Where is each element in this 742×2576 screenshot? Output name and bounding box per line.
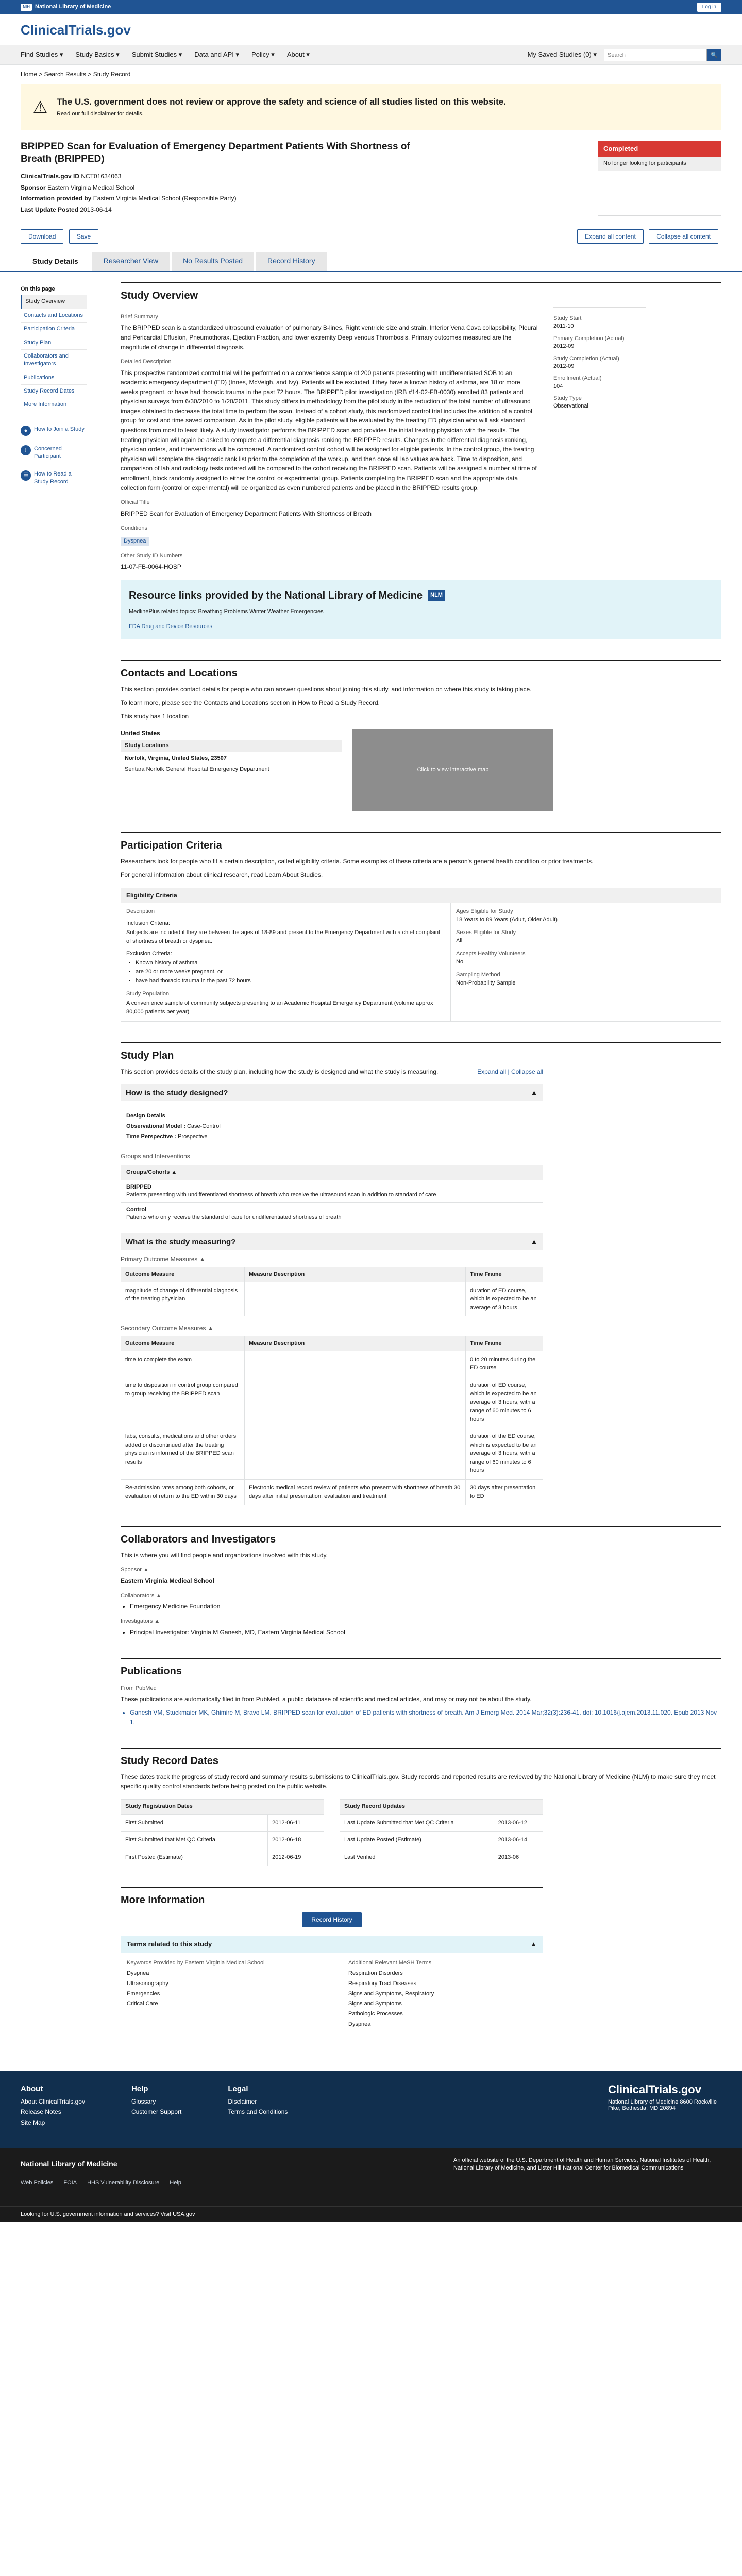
groups-table — [121, 1165, 543, 1225]
population-text: A convenience sample of community subjects presenting to an Academic Hospital Emergency Department (volume approx 80,000 patients per year) — [126, 999, 433, 1015]
col-outcome: Outcome Measure — [121, 1336, 245, 1351]
detailed-description: This prospective randomized control trial will be performed on a convenience sample of 200 patients presenting with undifferentiated SOB to an academic emergency department (ED) (Innes, McVeigh, and Ivy). Patients will be excluded if they have a known history of asthma, are 18 or more weeks pregnant, or have had thoracic trauma in the past 72 hours. The BRIPPED pilot investigation (IRB #14-02-FB-0030) enrolled 83 patients and physician surveys from 6/30/2010 to 1/20/2011. This study differs in methodology from the pilot study in the reduction of the total number of ultrasound images obtained to decrease the total time to perform the scan. Instead of a cohort study, this randomized control trial includes the addition of a control group for cost and time saved comparison. As in the pilot study, eligible patients will be evaluated by the treating ED physician who will ask standard questions from most to least likely. A study investigator performs the BRIPPED scan and provides the initial treating physician with the results. The treating physician will again be asked to complete a differential diagnosis ranking the BRIPPED results. Changes in the differential diagnosis ranking, physician orders, and interventions will be compared. A randomized control cohort will be assigned for eligible patients. In the control group, the treating physician will complete the diagnostic rank list prior to the completion of the workup, and then once all lab values are back. Time to disposition, and comparison of lab and radiology tests ordered will be compared to the cohort receiving the BRIPPED scan. Patients will be assigned a number at time of enrollment, block randomly assigned to either the control or experimental group. Patients completing the BRIPPED scan and the appropriate data collection form (control or experimental) will be organized as even numbered patients and be placed in the BRIPPED results group. — [121, 369, 537, 492]
publications-text: These publications are automatically filed in from PubMed, a public database of scientific and medical articles, and may or may not be about the study. — [121, 1696, 532, 1703]
nlm-logo[interactable] — [21, 3, 111, 11]
table-row — [121, 1351, 543, 1377]
footer-link[interactable]: About ClinicalTrials.gov — [21, 2097, 85, 2105]
inclusion-heading: Inclusion Criteria: — [126, 920, 170, 927]
updated-label: Last Update Posted — [21, 206, 79, 213]
disclaimer-banner — [21, 84, 721, 130]
exclusion-heading: Exclusion Criteria: — [126, 950, 172, 957]
description-cell — [245, 1428, 466, 1480]
medlineplus-links[interactable]: MedlinePlus related topics: Breathing Problems Winter Weather Emergencies — [129, 608, 324, 615]
location-city: Norfolk, Virginia, United States, 23507 — [125, 755, 227, 761]
site-logo[interactable]: ClinicalTrials.gov — [21, 22, 131, 38]
timeframe-cell: duration of ED course, which is expected to be an average of 3 hours — [466, 1282, 543, 1316]
keyword-item: Dyspnea — [127, 1970, 149, 1976]
design-heading: How is the study designed? — [126, 1089, 228, 1098]
eligibility-heading: Eligibility Criteria — [121, 888, 721, 903]
tab-record-history[interactable]: Record History — [256, 252, 327, 271]
tab-no-results[interactable]: No Results Posted — [172, 252, 254, 271]
study-id: NCT01634063 — [81, 173, 122, 180]
document-icon: ☰ — [21, 470, 31, 481]
publications-source: From PubMed — [121, 1685, 157, 1691]
section-participation — [121, 832, 721, 1022]
criteria-value: 18 Years to 89 Years (Adult, Older Adult) — [456, 917, 558, 923]
study-tabs — [0, 247, 742, 272]
table-row — [340, 1814, 543, 1832]
location-map[interactable] — [352, 729, 553, 811]
mesh-item[interactable]: Respiratory Tract Diseases — [348, 1980, 417, 1987]
footer-help-heading: Help — [131, 2084, 148, 2093]
group-row — [121, 1180, 543, 1202]
contacts-subtitle: This section provides contact details for people who can answer questions about joining this study, and information on where this study is taking place. — [121, 685, 532, 693]
nav-submit-studies[interactable]: Submit Studies ▾ — [131, 50, 182, 59]
more-title: More Information — [121, 1887, 543, 1907]
primary-outcomes-label[interactable]: Primary Outcome Measures ▲ — [121, 1256, 206, 1263]
footer-brand[interactable]: ClinicalTrials.gov — [608, 2082, 701, 2096]
section-plan — [121, 1042, 721, 1505]
search-input[interactable] — [604, 49, 707, 61]
measuring-heading: What is the study measuring? — [126, 1238, 236, 1247]
timeframe-cell: duration of ED course, which is expected to be an average of 3 hours, with a range of 60 minutes to 6 hours — [466, 1377, 543, 1428]
date-label: Last Update Submitted that Met QC Criteria — [340, 1814, 494, 1832]
date-value: 2013-06-14 — [494, 1832, 543, 1849]
nav-policy[interactable]: Policy ▾ — [251, 50, 275, 59]
footer-link[interactable]: Glossary — [131, 2097, 156, 2105]
fact-value: Observational — [553, 403, 588, 410]
disclaimer-title: The U.S. government does not review or approve the safety and science of all studies listed on this website. — [57, 97, 506, 107]
status-badge — [598, 141, 721, 216]
exclusion-item: • have had thoracic trauma in the past 72 hours — [136, 977, 445, 986]
collab-subtitle: This is where you will find people and organizations involved with this study. — [121, 1551, 328, 1559]
outcome-cell: labs, consults, medications and other orders added or discontinued after the treating physician is informed of the BRIPPED scan results — [121, 1428, 245, 1480]
mesh-item[interactable]: Signs and Symptoms, Respiratory — [348, 1990, 434, 1997]
participation-learn[interactable]: For general information about clinical research, read Learn About Studies. — [121, 871, 323, 878]
secondary-outcomes-label[interactable]: Secondary Outcome Measures ▲ — [121, 1325, 214, 1332]
chevron-up-icon: ▲ — [530, 1089, 538, 1098]
criteria-value: All — [456, 938, 463, 944]
section-overview — [121, 282, 721, 639]
fact-value: 2011-10 — [553, 323, 574, 330]
country-label: United States — [121, 729, 160, 737]
collaborator-item: • Emergency Medicine Foundation — [130, 1602, 721, 1612]
timeframe-cell: 0 to 20 minutes during the ED course — [466, 1351, 543, 1377]
study-title: BRIPPED Scan for Evaluation of Emergency Department Patients With Shortness of Breath (BRIPPED) — [21, 141, 410, 165]
study-sponsor: Eastern Virginia Medical School — [47, 183, 135, 191]
updates-heading: Study Record Updates — [340, 1800, 543, 1814]
col-description: Measure Description — [245, 1336, 466, 1351]
help-join-label: How to Join a Study — [34, 426, 85, 432]
fda-links[interactable]: FDA Drug and Device Resources — [129, 623, 213, 630]
registration-dates-table — [121, 1799, 324, 1866]
location-count: This study has 1 location — [121, 712, 189, 720]
footer-usagov[interactable]: Looking for U.S. government information and services? Visit USA.gov — [0, 2206, 742, 2222]
investigators-label[interactable]: Investigators ▲ — [121, 1618, 160, 1624]
dates-title: Study Record Dates — [121, 1748, 721, 1768]
col-timeframe: Time Frame — [466, 1336, 543, 1351]
description-cell — [245, 1351, 466, 1377]
tab-study-details[interactable]: Study Details — [21, 252, 90, 271]
collaborators-label[interactable]: Collaborators ▲ — [121, 1592, 162, 1599]
detailed-label: Detailed Description — [121, 359, 172, 365]
outcome-cell: Re-admission rates among both cohorts, or evaluation of return to the ED within 30 days — [121, 1479, 245, 1505]
status-subtitle: No longer looking for participants — [598, 157, 721, 171]
footer-official-text: An official website of the U.S. Department of Health and Human Services, National Institutes of Health, National Library of Medicine, and Lister Hill National Center for Biomedical Communications — [453, 2157, 711, 2172]
date-value: 2012-06-18 — [268, 1832, 324, 1849]
chevron-up-icon: ▲ — [530, 1940, 537, 1948]
action-bar — [0, 226, 742, 247]
table-row — [121, 1832, 324, 1849]
footer-link[interactable]: Terms and Conditions — [228, 2108, 288, 2116]
official-title: BRIPPED Scan for Evaluation of Emergency Department Patients With Shortness of Breath — [121, 510, 372, 517]
footer-legal-heading: Legal — [228, 2084, 248, 2093]
population-label: Study Population — [126, 991, 170, 997]
help-concerned[interactable] — [21, 445, 87, 461]
fact-label: Study Completion (Actual) — [553, 355, 619, 362]
description-cell — [245, 1377, 466, 1428]
criteria-value: Non-Probability Sample — [456, 980, 516, 987]
perspective-value: Prospective — [178, 1133, 208, 1140]
nlm-logo-text: National Library of Medicine — [35, 4, 111, 10]
content — [87, 272, 721, 2056]
table-row — [121, 1814, 324, 1832]
group-title: BRIPPED — [126, 1183, 151, 1190]
fact-label: Primary Completion (Actual) — [553, 335, 625, 342]
section-publications — [121, 1658, 721, 1727]
keyword-item: Ultrasonography — [127, 1980, 168, 1987]
chevron-up-icon: ▲ — [530, 1238, 538, 1247]
footer-link[interactable]: Help — [170, 2180, 181, 2187]
criteria-label: Sexes Eligible for Study — [456, 929, 516, 936]
primary-outcomes-table — [121, 1267, 543, 1316]
table-row — [121, 1282, 543, 1316]
plan-subtitle: This section provides details of the study plan, including how the study is designed and what the study is measuring. — [121, 1068, 439, 1076]
tab-researcher-view[interactable]: Researcher View — [92, 252, 170, 271]
date-value: 2013-06-12 — [494, 1814, 543, 1832]
footer-nlm-logo[interactable]: National Library of Medicine — [21, 2160, 117, 2168]
nlm-logo-icon: NIH — [21, 4, 32, 11]
contacts-learn[interactable]: To learn more, please see the Contacts and Locations section in How to Read a Study Record. — [121, 699, 380, 706]
search-icon: 🔍 — [711, 52, 718, 58]
col-timeframe: Time Frame — [466, 1267, 543, 1282]
overview-title: Study Overview — [121, 282, 721, 303]
footer-address: National Library of Medicine 8600 Rockville Pike, Bethesda, MD 20894 — [608, 2098, 717, 2111]
sidenav-item-overview[interactable]: Study Overview — [21, 295, 87, 309]
criteria-label: Accepts Healthy Volunteers — [456, 950, 526, 957]
description-cell — [245, 1282, 466, 1316]
overview-facts — [553, 307, 646, 572]
criteria-value: No — [456, 959, 464, 965]
outcome-cell: time to disposition in control group compared to group receiving the BRIPPED scan — [121, 1377, 245, 1428]
nav-search — [528, 49, 721, 61]
publication-item[interactable]: • Ganesh VM, Stuckmaier MK, Ghimire M, Bravo LM. BRIPPED scan for evaluation of ED patients with shortness of breath. Am J Emerg Med. 2014 Mar;32(3):236-41. doi: 10.1016/j.ajem.2013.11.020. Epub 2013 Nov 1. — [130, 1708, 721, 1727]
warning-icon: ⚠ — [32, 97, 48, 116]
resource-links-box — [121, 580, 721, 639]
description-cell: Electronic medical record review of patients who present with shortness of breath 30 days after initial presentation, evaluation and treatment — [245, 1479, 466, 1505]
table-row — [121, 1377, 543, 1428]
login-button[interactable]: Log in — [697, 3, 721, 12]
help-join-study[interactable] — [21, 426, 87, 436]
mesh-item[interactable]: Signs and Symptoms — [348, 2001, 402, 2007]
groups-heading[interactable]: Groups/Cohorts ▲ — [121, 1165, 543, 1179]
table-row — [340, 1849, 543, 1866]
condition-tag[interactable]: Dyspnea — [121, 537, 149, 546]
registration-heading: Study Registration Dates — [121, 1800, 324, 1814]
search-button[interactable] — [707, 49, 721, 61]
footer-link[interactable]: Release Notes — [21, 2108, 61, 2116]
keyword-item: Emergencies — [127, 1990, 160, 1997]
measuring-accordion[interactable] — [121, 1233, 543, 1250]
nav-study-basics[interactable]: Study Basics ▾ — [75, 50, 120, 59]
investigator-item: • Principal Investigator: Virginia M Ganesh, MD, Eastern Virginia Medical School — [130, 1628, 721, 1637]
expand-all-button[interactable]: Expand all content — [577, 229, 644, 244]
eligibility-box — [121, 888, 721, 1022]
fact-label: Enrollment (Actual) — [553, 375, 602, 382]
outcome-cell: magnitude of change of differential diagnosis of the treating physician — [121, 1282, 245, 1316]
brief-summary: The BRIPPED scan is a standardized ultrasound evaluation of pulmonary B-lines, Right ventricle size and strain, Inferior Vena Cava collapsibility, Pleural and Pericardial Effusion, Pneumothorax, Ejection Fraction, and lower extremity Deep venous Thrombosis. Primary outcomes measured are the magnitude of change in differential diagnosis. — [121, 324, 538, 351]
other-id-label: Other Study ID Numbers — [121, 552, 183, 559]
nlm-badge: NLM — [428, 590, 445, 600]
help-concerned-label: Concerned Participant — [34, 445, 62, 460]
perspective-label: Time Perspective : — [126, 1133, 177, 1140]
terms-accordion[interactable] — [121, 1936, 543, 1953]
criteria-label: Ages Eligible for Study — [456, 908, 513, 914]
help-read-label: How to Read a Study Record — [34, 470, 72, 485]
keyword-item: Critical Care — [127, 2001, 158, 2007]
sidenav-item-dates[interactable]: Study Record Dates — [21, 385, 87, 398]
page-sidenav — [21, 272, 87, 2056]
collapse-all-button[interactable]: Collapse all content — [649, 229, 718, 244]
footer-about-heading: About — [21, 2084, 43, 2093]
info-label: Information provided by — [21, 195, 92, 202]
secondary-outcomes-table — [121, 1336, 543, 1505]
design-details-title: Design Details — [126, 1113, 165, 1120]
design-details — [121, 1107, 543, 1146]
footer-link[interactable]: HHS Vulnerability Disclosure — [87, 2180, 160, 2187]
model-value: Case-Control — [187, 1123, 221, 1129]
col-description: Measure Description — [245, 1267, 466, 1282]
date-label: First Submitted that Met QC Criteria — [121, 1832, 268, 1849]
study-updated: 2013-06-14 — [80, 206, 112, 213]
sidenav-item-plan[interactable]: Study Plan — [21, 336, 87, 350]
collab-title: Collaborators and Investigators — [121, 1526, 721, 1547]
section-dates — [121, 1748, 721, 1866]
contacts-title: Contacts and Locations — [121, 660, 721, 681]
groups-label: Groups and Interventions — [121, 1153, 190, 1160]
other-id: 11-07-FB-0064-HOSP — [121, 563, 181, 571]
collab-sponsor-label[interactable]: Sponsor ▲ — [121, 1566, 149, 1573]
section-collab — [121, 1526, 721, 1637]
outcome-cell: time to complete the exam — [121, 1351, 245, 1377]
footer-link[interactable]: FOIA — [63, 2180, 77, 2187]
publications-title: Publications — [121, 1658, 721, 1679]
plan-expand-toggle[interactable]: Expand all | Collapse all — [477, 1068, 543, 1076]
mesh-item[interactable]: Dyspnea — [348, 2021, 371, 2027]
table-row — [121, 1849, 324, 1866]
footer-link[interactable]: Web Policies — [21, 2180, 54, 2187]
model-label: Observational Model : — [126, 1123, 185, 1129]
main-area — [0, 272, 742, 2056]
main-nav — [0, 45, 742, 65]
record-updates-table — [340, 1799, 543, 1866]
table-row — [340, 1832, 543, 1849]
fact-value: 2012-09 — [553, 363, 575, 369]
brief-label: Brief Summary — [121, 313, 158, 320]
exclusion-item: • Known history of asthma — [136, 959, 445, 968]
location-bar: Study Locations — [121, 740, 342, 752]
section-contacts — [121, 660, 721, 811]
footer-link[interactable]: Disclaimer — [228, 2097, 257, 2105]
nav-about[interactable]: About ▾ — [286, 50, 310, 59]
date-label: Last Verified — [340, 1849, 494, 1866]
fact-label: Study Type — [553, 395, 582, 402]
fact-value: 2012-09 — [553, 343, 575, 350]
map-label: Click to view interactive map — [417, 767, 489, 773]
site-header — [0, 14, 742, 45]
section-more — [121, 1887, 543, 2035]
save-button[interactable]: Save — [69, 229, 98, 244]
col-outcome: Outcome Measure — [121, 1267, 245, 1282]
dates-subtitle: These dates track the progress of study record and summary results submissions to ClinicalTrials.gov. Study records and reported results are reviewed by the National Library of Medicine (NLM) to make sure they meet specific quality control standards before being posted on the public website. — [121, 1773, 716, 1790]
table-row — [121, 1479, 543, 1505]
group-title: Control — [126, 1206, 147, 1213]
date-label: First Submitted — [121, 1814, 268, 1832]
sidenav-item-collab[interactable]: Collaborators and Investigators — [21, 350, 87, 371]
timeframe-cell: 30 days after presentation to ED — [466, 1479, 543, 1505]
alert-icon: ! — [21, 445, 31, 455]
fact-label: Study Start — [553, 315, 582, 321]
design-accordion[interactable] — [121, 1084, 543, 1101]
date-value: 2012-06-11 — [268, 1814, 324, 1832]
nlm-top-bar — [0, 0, 742, 14]
plan-title: Study Plan — [121, 1042, 721, 1063]
footer-main — [0, 2071, 742, 2148]
nav-data-api[interactable]: Data and API ▾ — [194, 50, 240, 59]
sidenav-heading: On this page — [21, 285, 55, 292]
description-label: Description — [126, 908, 155, 914]
disclaimer-link[interactable]: Read our full disclaimer for details. — [57, 111, 144, 117]
nav-saved-studies[interactable]: My Saved Studies (0) ▾ — [527, 50, 597, 59]
exclusion-item: • are 20 or more weeks pregnant, or — [136, 968, 445, 977]
mesh-heading: Additional Relevant MeSH Terms — [348, 1960, 432, 1967]
id-label: ClinicalTrials.gov ID — [21, 173, 80, 180]
status-title: Completed — [598, 141, 721, 157]
date-label: Last Update Posted (Estimate) — [340, 1832, 494, 1849]
footer-link[interactable]: Site Map — [21, 2119, 45, 2127]
date-label: First Posted (Estimate) — [121, 1849, 268, 1866]
date-value: 2013-06 — [494, 1849, 543, 1866]
inclusion-text: Subjects are included if they are between the ages of 18-89 and present to the Emergency Department with a chief complaint of shortness of breath or dyspnea. — [126, 929, 441, 945]
study-info: Eastern Virginia Medical School (Responsible Party) — [93, 195, 237, 202]
date-value: 2012-06-19 — [268, 1849, 324, 1866]
study-header — [0, 130, 742, 226]
breadcrumb[interactable]: Home > Search Results > Study Record — [21, 71, 131, 78]
resource-title: Resource links provided by the National Library of Medicine — [129, 589, 423, 601]
sponsor-label: Sponsor — [21, 183, 46, 191]
official-label: Official Title — [121, 499, 150, 506]
criteria-label: Sampling Method — [456, 971, 500, 978]
sidenav-item-participation[interactable]: Participation Criteria — [21, 323, 87, 336]
nav-find-studies[interactable]: Find Studies ▾ — [21, 50, 63, 59]
location-facility: Sentara Norfolk General Hospital Emergency Department — [125, 766, 269, 773]
participation-subtitle: Researchers look for people who fit a certain description, called eligibility criteria. Some examples of these criteria are a person's general health condition or prior treatments. — [121, 857, 594, 865]
sidenav-item-more[interactable]: More Information — [21, 398, 87, 412]
help-read-record[interactable] — [21, 470, 87, 486]
record-history-button[interactable]: Record History — [302, 1912, 361, 1927]
group-desc: Patients who only receive the standard of care for undifferentiated shortness of breath — [126, 1214, 342, 1221]
group-desc: Patients presenting with undifferentiated shortness of breath who receive the ultrasound scan in addition to standard of care — [126, 1192, 436, 1198]
terms-title: Terms related to this study — [127, 1940, 212, 1948]
download-button[interactable]: Download — [21, 229, 63, 244]
mesh-item[interactable]: Respiration Disorders — [348, 1970, 403, 1976]
mesh-item[interactable]: Pathologic Processes — [348, 2011, 403, 2018]
person-icon: ● — [21, 426, 31, 436]
footer-agency — [0, 2148, 742, 2206]
participation-title: Participation Criteria — [121, 832, 721, 853]
collab-sponsor: Eastern Virginia Medical School — [121, 1577, 214, 1585]
table-row — [121, 1428, 543, 1480]
sidenav-item-contacts[interactable]: Contacts and Locations — [21, 309, 87, 323]
footer-link[interactable]: Customer Support — [131, 2108, 182, 2116]
group-row — [121, 1202, 543, 1225]
keywords-heading: Keywords Provided by Eastern Virginia Medical School — [127, 1960, 265, 1967]
conditions-label: Conditions — [121, 525, 147, 532]
fact-value: 104 — [553, 383, 563, 389]
sidenav-item-publications[interactable]: Publications — [21, 371, 87, 385]
timeframe-cell: duration of the ED course, which is expected to be an average of 3 hours, with a range of 60 minutes to 6 hours — [466, 1428, 543, 1480]
